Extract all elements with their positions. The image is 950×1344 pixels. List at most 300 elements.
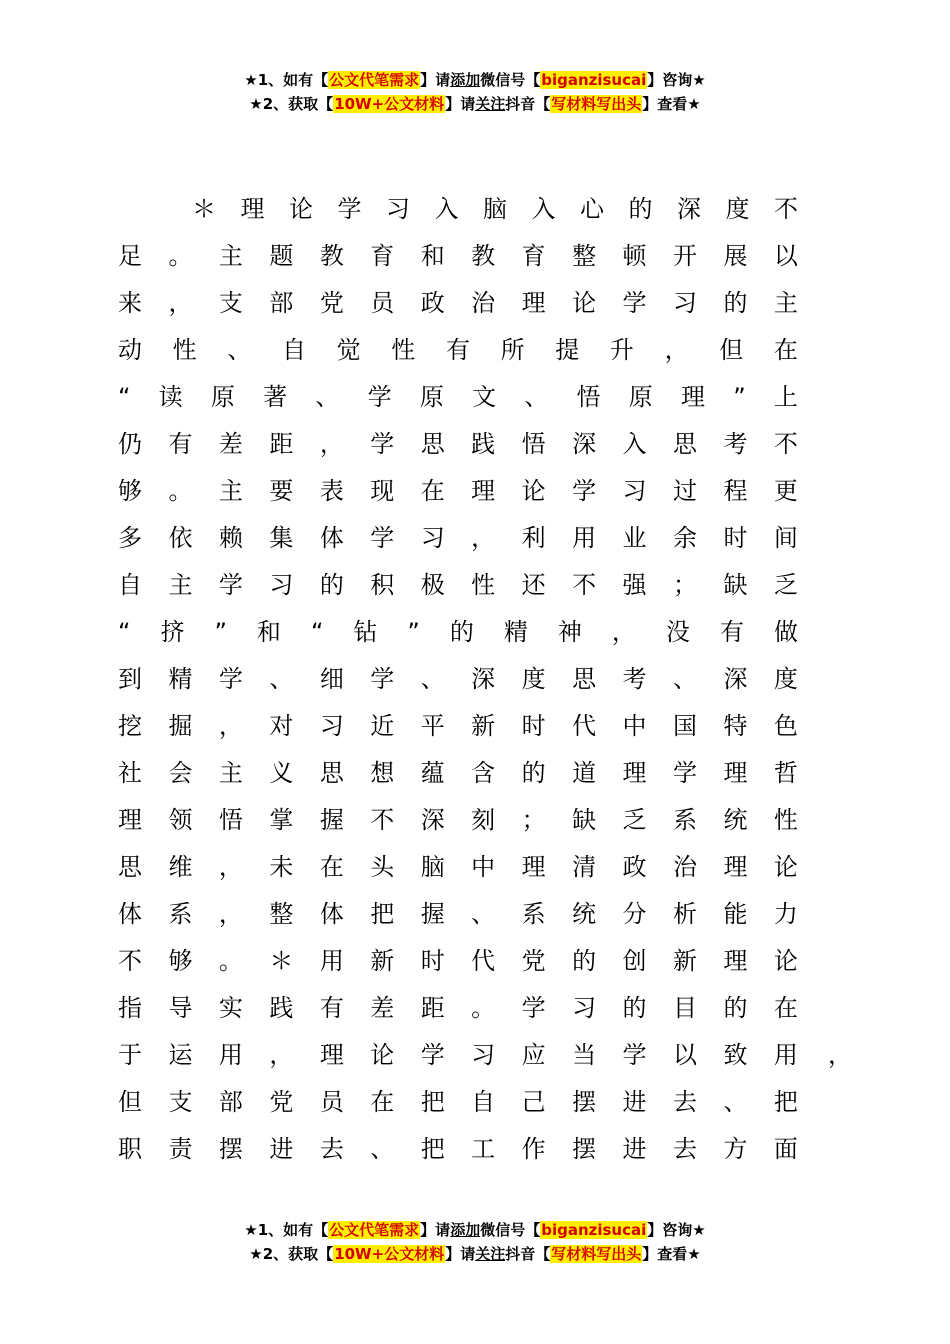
body-char: 握 <box>319 806 344 834</box>
body-char: “ <box>118 383 131 411</box>
body-char: 作 <box>521 1135 546 1163</box>
body-char: 够 <box>168 947 193 975</box>
body-char: 著 <box>263 383 288 411</box>
body-char: 够 <box>118 477 142 505</box>
body-char: 方 <box>723 1135 748 1163</box>
body-char: 致 <box>723 1041 748 1069</box>
body-char: 理 <box>118 806 142 834</box>
body-char: 含 <box>471 759 496 787</box>
body-char: 赖 <box>218 524 243 552</box>
body-char: 要 <box>269 477 294 505</box>
body-char: 入 <box>531 195 556 223</box>
header-line-1-highlight: 公文代笔需求 <box>329 71 420 89</box>
footer-line-1 <box>0 1218 950 1242</box>
footer-line-2-text: 抖音【 <box>505 1245 551 1263</box>
body-char: 治 <box>471 289 496 317</box>
body-char: 进 <box>622 1088 647 1116</box>
body-line <box>118 750 798 797</box>
body-char: 度 <box>773 665 798 693</box>
body-char: 自 <box>118 571 142 599</box>
body-char: 教 <box>471 242 496 270</box>
body-char: 职 <box>118 1135 142 1163</box>
body-char: 原 <box>210 383 235 411</box>
body-char: 系 <box>168 900 193 928</box>
body-char: 工 <box>471 1135 496 1163</box>
body-char: 挤 <box>160 618 185 646</box>
body-char: 习 <box>622 477 647 505</box>
body-char: 维 <box>168 853 193 881</box>
body-char: 钻 <box>353 618 378 646</box>
body-char: 把 <box>420 1088 445 1116</box>
body-char: 支 <box>218 289 243 317</box>
body-char: 的 <box>521 759 546 787</box>
body-line <box>118 609 798 656</box>
body-char: ， <box>664 336 689 364</box>
body-char: 的 <box>622 994 647 1022</box>
body-char: 集 <box>269 524 294 552</box>
body-char: 考 <box>723 430 748 458</box>
body-char: 和 <box>420 242 445 270</box>
body-char: 不 <box>572 571 597 599</box>
body-char: 统 <box>572 900 597 928</box>
body-char: 考 <box>622 665 647 693</box>
body-char: 乏 <box>773 571 798 599</box>
body-char: 色 <box>773 712 798 740</box>
body-char: 把 <box>773 1088 798 1116</box>
body-char: 党 <box>319 289 344 317</box>
body-char: 哲 <box>773 759 798 787</box>
body-char: 理 <box>240 195 265 223</box>
body-line <box>118 421 798 468</box>
body-char: 员 <box>319 1088 344 1116</box>
header-line-2-text: 】查看★ <box>642 95 701 113</box>
body-char: 掘 <box>168 712 193 740</box>
body-char: ， <box>319 430 344 458</box>
body-char: 理 <box>471 477 496 505</box>
body-char: 到 <box>118 665 142 693</box>
body-char: 特 <box>723 712 748 740</box>
body-char: 学 <box>622 1041 647 1069</box>
body-char: ， <box>218 853 243 881</box>
body-char: 理 <box>723 947 748 975</box>
body-char: ， <box>611 618 636 646</box>
body-char: 极 <box>420 571 445 599</box>
body-char: 蕴 <box>420 759 445 787</box>
body-char: 想 <box>370 759 395 787</box>
body-line <box>118 233 798 280</box>
footer-line-2-text: ★2、获取【 <box>249 1245 334 1263</box>
body-char: 积 <box>370 571 395 599</box>
body-char: 有 <box>319 994 344 1022</box>
body-char: 论 <box>521 477 546 505</box>
body-char: 度 <box>725 195 750 223</box>
footer-line-2 <box>0 1242 950 1266</box>
body-char: 体 <box>118 900 142 928</box>
body-char: 论 <box>773 947 798 975</box>
body-char: 来 <box>118 289 142 317</box>
body-char: ” <box>214 618 227 646</box>
body-char: 挖 <box>118 712 142 740</box>
body-char: 系 <box>521 900 546 928</box>
header-line-1-text: 】咨询★ <box>647 71 706 89</box>
body-char: 用 <box>773 1041 798 1069</box>
body-char: 对 <box>269 712 294 740</box>
body-char: 心 <box>580 195 604 223</box>
body-char: 运 <box>168 1041 193 1069</box>
body-char: 思 <box>420 430 445 458</box>
body-char: 时 <box>521 712 546 740</box>
body-char: 学 <box>218 665 243 693</box>
body-char: 学 <box>218 571 243 599</box>
body-char: 脑 <box>483 195 507 223</box>
header-line-2-highlight: 写材料写出头 <box>551 95 642 113</box>
body-char: 刻 <box>471 806 496 834</box>
body-char: 践 <box>269 994 294 1022</box>
body-char: 多 <box>118 524 142 552</box>
header-line-1-text: 】请 <box>420 71 451 89</box>
body-char: 论 <box>289 195 313 223</box>
body-char: 度 <box>521 665 546 693</box>
body-char: 主 <box>168 571 193 599</box>
body-char: 应 <box>521 1041 546 1069</box>
header-line-1 <box>0 68 950 92</box>
body-char: 握 <box>420 900 445 928</box>
body-char: 余 <box>672 524 697 552</box>
body-char: 创 <box>622 947 647 975</box>
body-char: 不 <box>370 806 395 834</box>
body-char: 论 <box>370 1041 395 1069</box>
body-char: 细 <box>319 665 344 693</box>
body-char: 支 <box>168 1088 193 1116</box>
body-char: 摆 <box>218 1135 243 1163</box>
header-line-1-text: 微信号【 <box>480 71 541 89</box>
body-char: 学 <box>370 665 395 693</box>
header-line-1-highlight: biganzisucai <box>541 71 647 89</box>
body-char: 动 <box>118 336 142 364</box>
body-char: 代 <box>471 947 496 975</box>
body-char: 觉 <box>336 336 361 364</box>
body-char: 指 <box>118 994 142 1022</box>
body-char: 题 <box>269 242 294 270</box>
body-line <box>118 938 798 985</box>
body-char: 缺 <box>723 571 748 599</box>
body-char: 不 <box>774 195 798 223</box>
body-char: 教 <box>319 242 344 270</box>
body-char: 、 <box>227 336 252 364</box>
body-char: ， <box>471 524 496 552</box>
body-char: 用 <box>572 524 597 552</box>
header-line-2-highlight: 10W+公文材料 <box>334 95 445 113</box>
body-char: 、 <box>471 900 496 928</box>
header-line-2-text: 】请 <box>445 95 476 113</box>
body-char: 原 <box>628 383 653 411</box>
body-char: 缺 <box>572 806 597 834</box>
body-char: 中 <box>622 712 647 740</box>
body-char: 代 <box>572 712 597 740</box>
body-line <box>118 1079 798 1126</box>
body-char: 整 <box>572 242 597 270</box>
footer-line-1-text: 】咨询★ <box>647 1221 706 1239</box>
body-char: 学 <box>572 477 597 505</box>
body-char: 在 <box>773 994 798 1022</box>
body-char: 学 <box>521 994 546 1022</box>
body-char: 育 <box>521 242 546 270</box>
header-line-2-text: ★2、获取【 <box>249 95 334 113</box>
body-char: 把 <box>370 900 395 928</box>
body-char: 深 <box>471 665 496 693</box>
body-char: 中 <box>471 853 496 881</box>
body-char: 实 <box>218 994 243 1022</box>
body-char: 没 <box>665 618 690 646</box>
body-char: 在 <box>420 477 445 505</box>
body-char: 有 <box>445 336 470 364</box>
body-line <box>118 891 798 938</box>
body-char: 学 <box>370 524 395 552</box>
body-char: 足 <box>118 242 142 270</box>
body-char: 把 <box>420 1135 445 1163</box>
body-char: 。 <box>168 242 193 270</box>
body-char: 主 <box>218 477 243 505</box>
body-char: 思 <box>118 853 142 881</box>
body-char: 悟 <box>576 383 601 411</box>
body-char: 理 <box>319 1041 344 1069</box>
body-char: 去 <box>672 1135 697 1163</box>
body-char: 思 <box>572 665 597 693</box>
body-char: 会 <box>168 759 193 787</box>
body-line <box>118 186 798 233</box>
body-char: 头 <box>370 853 395 881</box>
body-char: 习 <box>471 1041 496 1069</box>
body-char: 用 <box>218 1041 243 1069</box>
body-char: 距 <box>269 430 294 458</box>
body-char: 但 <box>118 1088 142 1116</box>
body-char: 读 <box>158 383 183 411</box>
footer-line-2-text: 】请 <box>445 1245 476 1263</box>
body-char: 性 <box>391 336 416 364</box>
body-char: 新 <box>672 947 697 975</box>
body-char: 主 <box>218 242 243 270</box>
body-char: 习 <box>386 195 410 223</box>
body-char: 的 <box>723 994 748 1022</box>
body-char: 思 <box>319 759 344 787</box>
body-char: 神 <box>557 618 582 646</box>
body-char: 文 <box>472 383 497 411</box>
body-char: 、 <box>370 1135 395 1163</box>
body-char: ； <box>521 806 546 834</box>
body-char: 不 <box>118 947 142 975</box>
body-char: 进 <box>269 1135 294 1163</box>
document-body <box>118 186 798 1173</box>
footer-line-1-text: 微信号【 <box>480 1221 541 1239</box>
body-char: 统 <box>723 806 748 834</box>
body-char: 理 <box>521 853 546 881</box>
body-char: 治 <box>672 853 697 881</box>
body-char: 学 <box>622 289 647 317</box>
body-char: 、 <box>672 665 697 693</box>
body-char: ＊ <box>269 947 294 975</box>
body-char: 摆 <box>572 1135 597 1163</box>
body-line <box>118 468 798 515</box>
body-char: 依 <box>168 524 193 552</box>
body-char: 习 <box>269 571 294 599</box>
body-char: 主 <box>218 759 243 787</box>
body-line <box>118 656 798 703</box>
body-char: 所 <box>500 336 525 364</box>
body-char: 学 <box>367 383 392 411</box>
body-char: 党 <box>521 947 546 975</box>
body-char: 性 <box>172 336 197 364</box>
header-line-1-underline: 添加 <box>450 71 481 89</box>
body-char: 深 <box>420 806 445 834</box>
body-char: 分 <box>622 900 647 928</box>
footer-banner <box>0 1218 950 1266</box>
footer-line-2-underline: 关注 <box>475 1245 506 1263</box>
body-char: 差 <box>370 994 395 1022</box>
body-char: 强 <box>622 571 647 599</box>
header-line-2-text: 抖音【 <box>505 95 551 113</box>
body-char: 当 <box>572 1041 597 1069</box>
body-char: 业 <box>622 524 647 552</box>
body-char: 掌 <box>269 806 294 834</box>
body-char: 系 <box>672 806 697 834</box>
body-char: 时 <box>420 947 445 975</box>
body-char: 学 <box>370 430 395 458</box>
body-char: 未 <box>269 853 294 881</box>
body-char: ” <box>733 383 746 411</box>
footer-line-1-text: 】请 <box>420 1221 451 1239</box>
overflow-comma: ， <box>828 1041 852 1069</box>
body-char: 学 <box>420 1041 445 1069</box>
body-char: 员 <box>370 289 395 317</box>
body-char: 更 <box>773 477 798 505</box>
footer-line-2-text: 】查看★ <box>642 1245 701 1263</box>
body-char: 现 <box>370 477 395 505</box>
body-line <box>118 985 798 1032</box>
footer-line-2-highlight: 写材料写出头 <box>551 1245 642 1263</box>
body-char: 国 <box>672 712 697 740</box>
body-char: 政 <box>420 289 445 317</box>
body-char: 在 <box>773 336 798 364</box>
body-char: 。 <box>218 947 243 975</box>
header-line-1-text: ★1、如有【 <box>244 71 329 89</box>
body-char: 践 <box>471 430 496 458</box>
body-char: 精 <box>503 618 528 646</box>
body-char: 领 <box>168 806 193 834</box>
body-char: 的 <box>628 195 653 223</box>
body-char: 展 <box>723 242 748 270</box>
body-char: “ <box>118 618 131 646</box>
body-char: 整 <box>269 900 294 928</box>
body-char: “ <box>310 618 324 646</box>
body-char: ； <box>672 571 697 599</box>
body-char: 距 <box>420 994 445 1022</box>
body-char: 自 <box>281 336 306 364</box>
body-char: 脑 <box>420 853 445 881</box>
footer-line-2-highlight: 10W+公文材料 <box>334 1245 445 1263</box>
body-char: 习 <box>319 712 344 740</box>
body-char: 己 <box>521 1088 546 1116</box>
body-char: 的 <box>449 618 474 646</box>
body-char: 体 <box>319 524 344 552</box>
body-char: 主 <box>773 289 798 317</box>
body-char: 习 <box>572 994 597 1022</box>
body-line <box>118 1126 798 1173</box>
body-line <box>118 844 798 891</box>
header-banner <box>0 68 950 116</box>
body-char: 性 <box>773 806 798 834</box>
footer-line-1-highlight: 公文代笔需求 <box>329 1221 420 1239</box>
body-line <box>118 515 798 562</box>
body-char: 道 <box>572 759 597 787</box>
body-line <box>118 280 798 327</box>
footer-line-1-underline: 添加 <box>450 1221 481 1239</box>
header-line-2 <box>0 92 950 116</box>
body-char: 提 <box>555 336 580 364</box>
body-char: 责 <box>168 1135 193 1163</box>
body-char: 利 <box>521 524 546 552</box>
body-char: ＊ <box>192 195 216 223</box>
body-char: 理 <box>521 289 546 317</box>
body-char: 。 <box>168 477 193 505</box>
body-char: 用 <box>319 947 344 975</box>
body-char: 摆 <box>572 1088 597 1116</box>
body-char: 新 <box>471 712 496 740</box>
body-char: 于 <box>118 1041 142 1069</box>
body-char: 自 <box>471 1088 496 1116</box>
body-char: 不 <box>773 430 798 458</box>
body-char: 学 <box>337 195 362 223</box>
body-char: 体 <box>319 900 344 928</box>
body-line <box>118 562 798 609</box>
body-char: 但 <box>719 336 744 364</box>
body-char: 的 <box>572 947 597 975</box>
body-char: 悟 <box>521 430 546 458</box>
body-char: 平 <box>420 712 445 740</box>
body-char: 习 <box>420 524 445 552</box>
body-line <box>118 797 798 844</box>
body-char: 、 <box>420 665 445 693</box>
body-char: 学 <box>672 759 697 787</box>
body-char: 、 <box>269 665 294 693</box>
body-char: 面 <box>773 1135 798 1163</box>
body-char: ， <box>168 289 193 317</box>
body-line <box>118 374 798 421</box>
body-char: 顿 <box>622 242 647 270</box>
body-char: ， <box>269 1041 294 1069</box>
body-char: 义 <box>269 759 294 787</box>
body-char: 开 <box>672 242 697 270</box>
body-char: 入 <box>622 430 647 458</box>
body-char: ， <box>218 900 243 928</box>
body-char: 理 <box>723 853 748 881</box>
body-char: 部 <box>269 289 294 317</box>
body-char: 以 <box>672 1041 697 1069</box>
body-char: 原 <box>419 383 444 411</box>
body-line <box>118 1032 798 1079</box>
body-char: 导 <box>168 994 193 1022</box>
body-char: 去 <box>319 1135 344 1163</box>
body-char: 在 <box>319 853 344 881</box>
body-char: 仍 <box>118 430 142 458</box>
body-char: 深 <box>572 430 597 458</box>
body-char: 悟 <box>218 806 243 834</box>
body-char: 理 <box>681 383 706 411</box>
body-char: 深 <box>677 195 701 223</box>
body-char: 时 <box>723 524 748 552</box>
body-char: 清 <box>572 853 597 881</box>
body-char: 去 <box>672 1088 697 1116</box>
body-char: 性 <box>471 571 496 599</box>
